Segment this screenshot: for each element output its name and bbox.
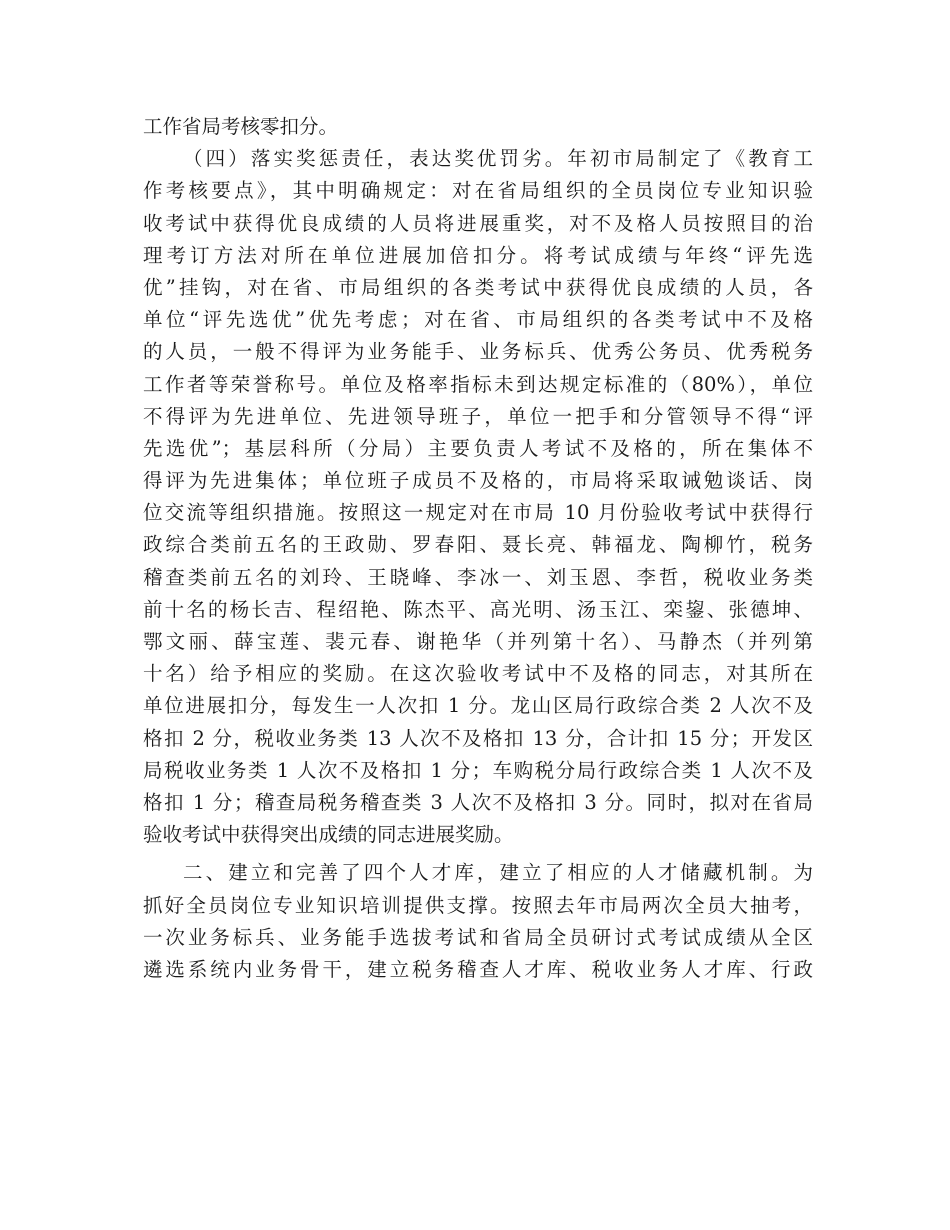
text-line: 格扣 2 分，税收业务类 13 人次不及格扣 13 分，合计扣 15 分；开发区 xyxy=(143,726,813,750)
text-line: 理考订方法对所在单位进展加倍扣分。将考试成绩与年终“评先选 xyxy=(143,243,813,267)
text-line: 十名）给予相应的奖励。在这次验收考试中不及格的同志，对其所在 xyxy=(143,662,813,686)
body-text xyxy=(143,111,813,986)
text-line: 格扣 1 分；稽查局税务稽查类 3 人次不及格扣 3 分。同时，拟对在省局 xyxy=(143,790,813,814)
text-line: 作考核要点》，其中明确规定：对在省局组织的全员岗位专业知识验 xyxy=(143,179,813,203)
text-line: 得评为先进集体；单位班子成员不及格的，市局将采取诫勉谈话、岗 xyxy=(143,469,813,493)
text-line: 单位“评先选优”优先考虑；对在省、市局组织的各类考试中不及格 xyxy=(143,308,813,332)
text-line: 单位进展扣分，每发生一人次扣 1 分。龙山区局行政综合类 2 人次不及 xyxy=(143,694,813,718)
text-line: 工作省局考核零扣分。 xyxy=(143,115,339,138)
text-line: 不得评为先进单位、先进领导班子，单位一把手和分管领导不得“评 xyxy=(143,404,813,428)
text-line: 先选优”；基层科所（分局）主要负责人考试不及格的，所在集体不 xyxy=(143,436,813,460)
text-line: 鄂文丽、薛宝莲、裴元春、谢艳华（并列第十名）、马静杰（并列第 xyxy=(143,630,813,653)
text-line: 优”挂钩，对在省、市局组织的各类考试中获得优良成绩的人员，各 xyxy=(143,275,813,299)
text-line: 位交流等组织措施。按照这一规定对在市局 10 月份验收考试中获得行 xyxy=(143,501,813,525)
text-line: 收考试中获得优良成绩的人员将进展重奖，对不及格人员按照目的治 xyxy=(143,211,813,235)
text-line: 前十名的杨长吉、程绍艳、陈杰平、高光明、汤玉江、栾鋆、张德坤、 xyxy=(143,597,813,621)
text-line: 验收考试中获得突出成绩的同志进展奖励。 xyxy=(143,823,514,847)
text-line: 遴选系统内业务骨干，建立税务稽查人才库、税收业务人才库、行政 xyxy=(143,957,813,981)
text-line: 二、建立和完善了四个人才库，建立了相应的人才储藏机制。为 xyxy=(183,861,813,885)
text-line: 稽查类前五名的刘玲、王晓峰、李冰一、刘玉恩、李哲，税收业务类 xyxy=(143,565,813,589)
text-line: （四）落实奖惩责任，表达奖优罚劣。年初市局制定了《教育工 xyxy=(183,147,813,171)
text-line: 政综合类前五名的王政勋、罗春阳、聂长亮、韩福龙、陶柳竹，税务 xyxy=(143,533,813,557)
text-line: 一次业务标兵、业务能手选拔考试和省局全员研讨式考试成绩从全区 xyxy=(143,925,813,949)
text-line: 工作者等荣誉称号。单位及格率指标未到达规定标准的（80%），单位 xyxy=(143,372,813,396)
text-line: 的人员，一般不得评为业务能手、业务标兵、优秀公务员、优秀税务 xyxy=(143,340,813,364)
text-line: 抓好全员岗位专业知识培训提供支撑。按照去年市局两次全员大抽考， xyxy=(143,893,813,917)
text-line: 局税收业务类 1 人次不及格扣 1 分；车购税分局行政综合类 1 人次不及 xyxy=(143,758,813,782)
